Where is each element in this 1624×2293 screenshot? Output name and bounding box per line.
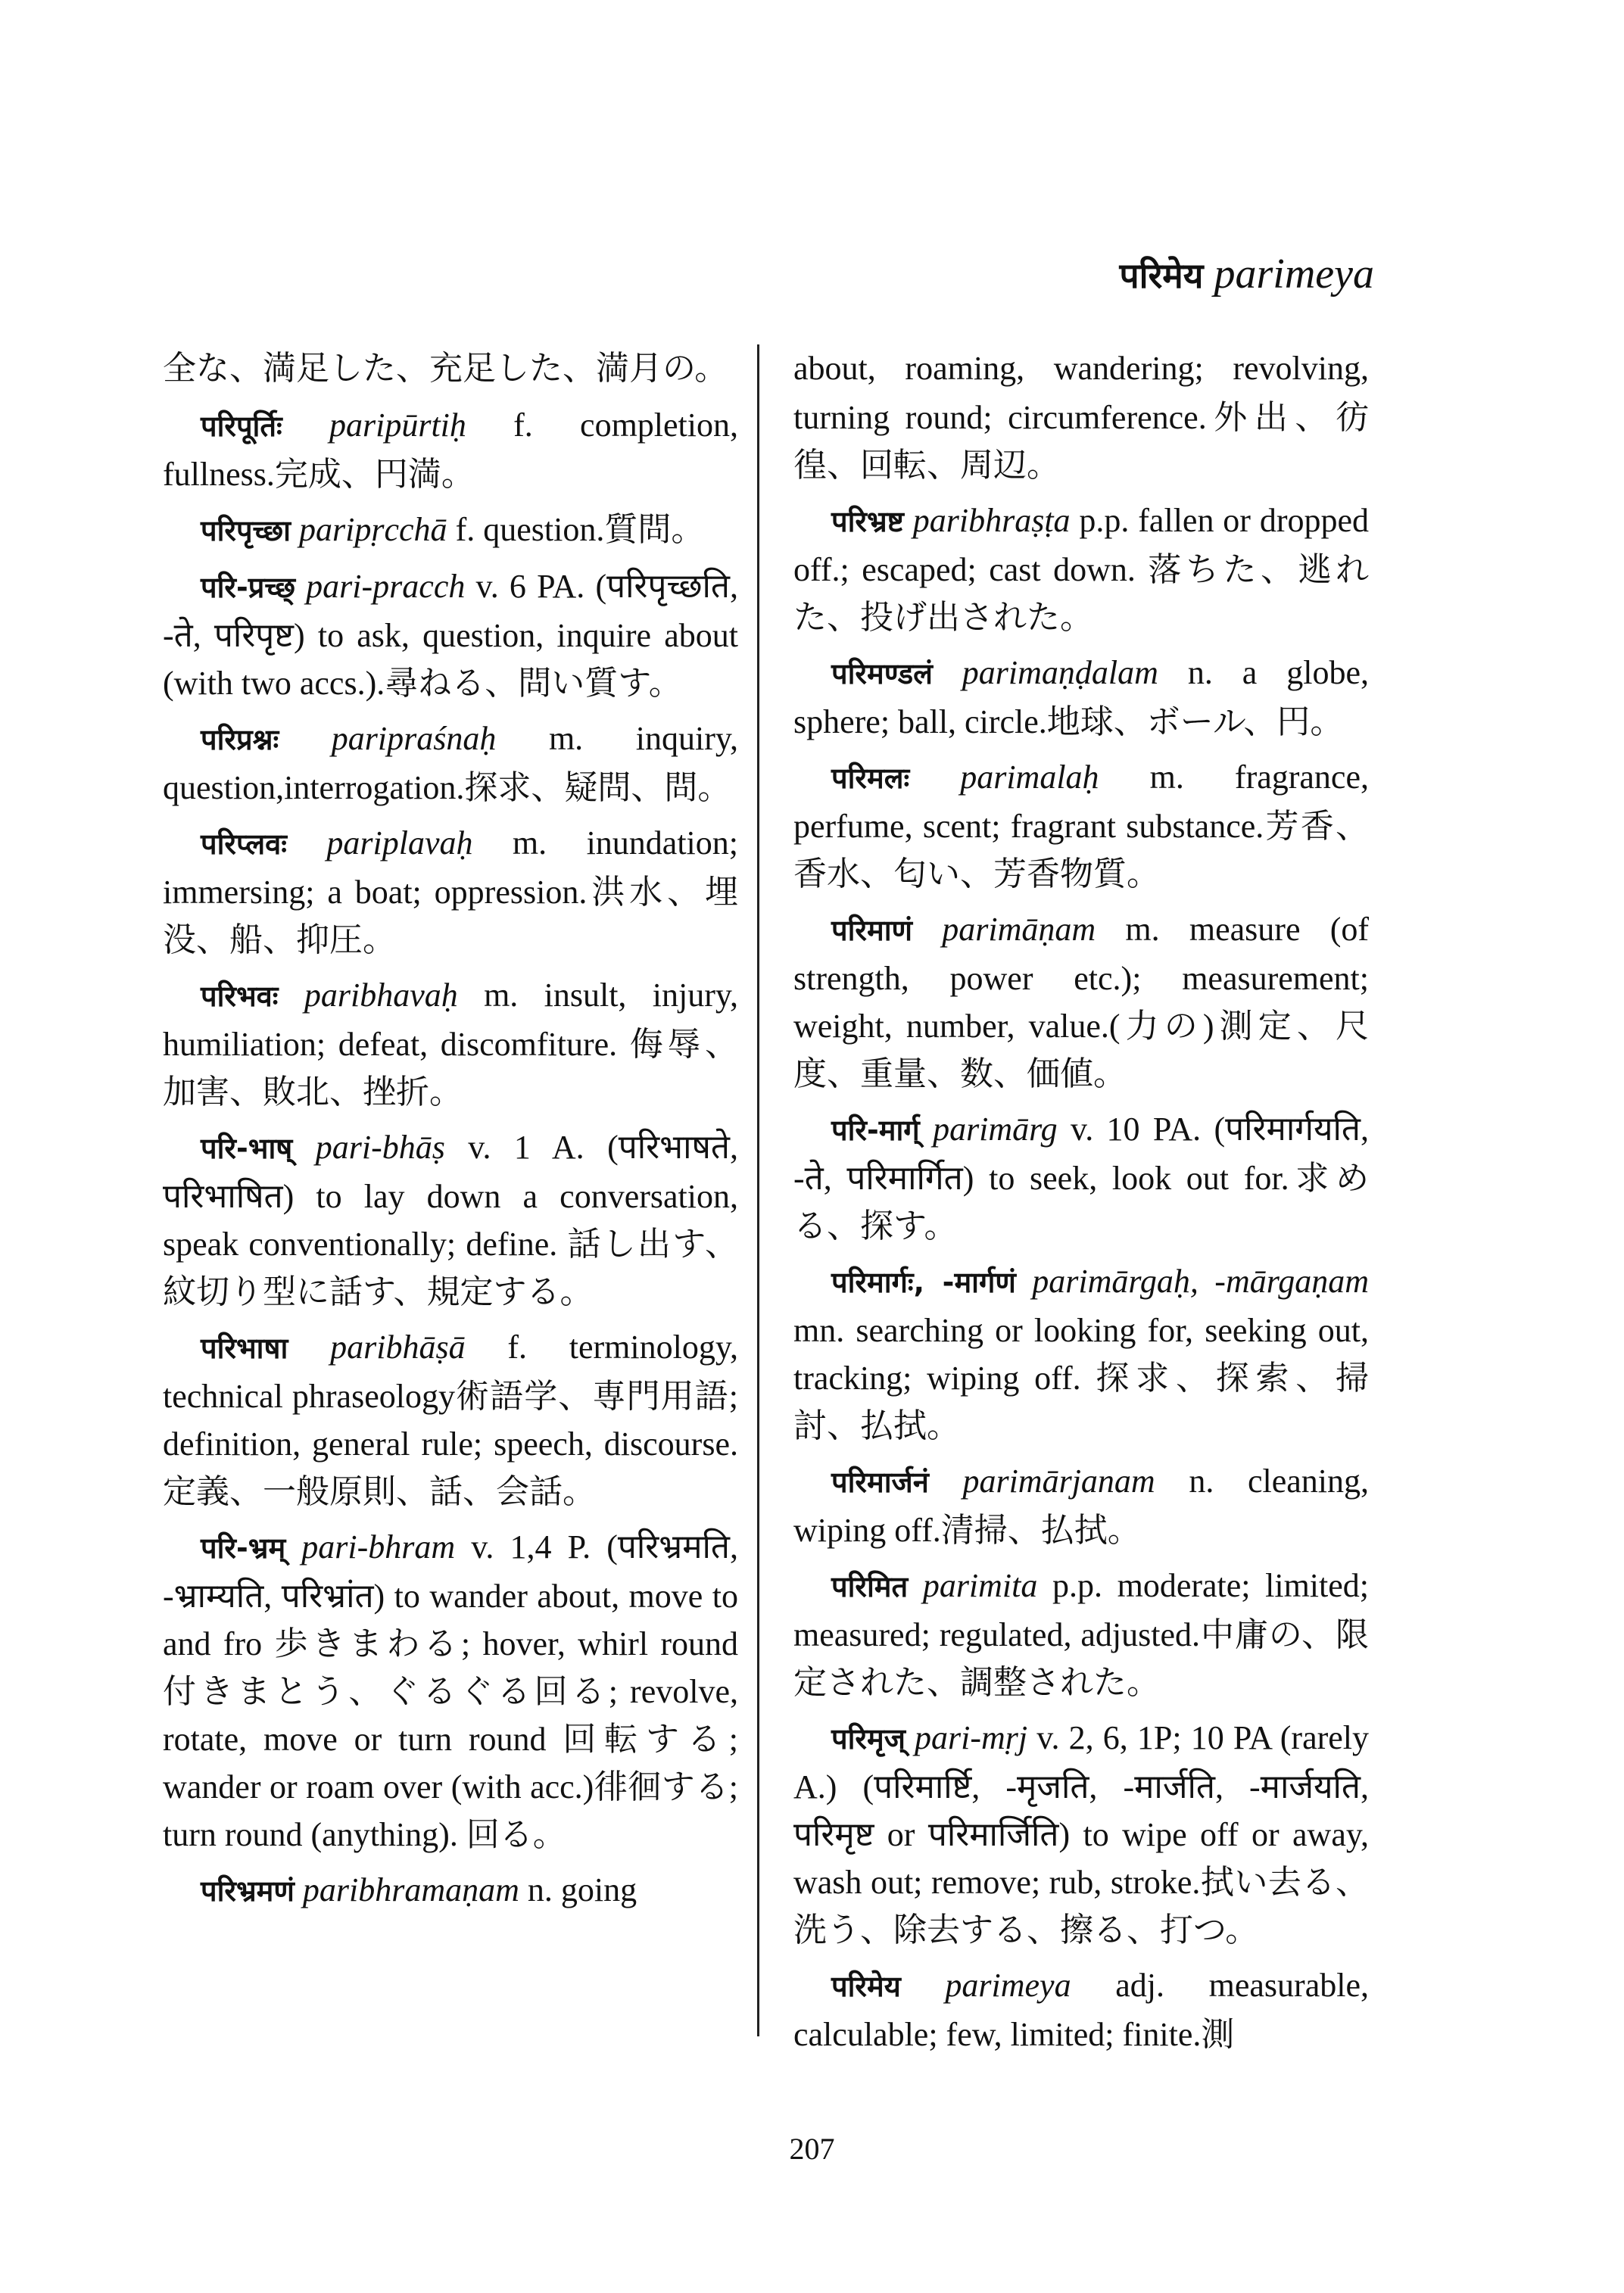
- entry-definition: v. 1 A. (परिभाषते, परिभाषित) to lay down a conversation, speak conventionally; define. 話し出す、紋切り型に話す、規定する。: [163, 1129, 739, 1310]
- dictionary-entry: [793, 344, 1369, 489]
- header-latin: parimeya: [1214, 251, 1374, 298]
- headword-devanagari: परिभ्रमणं: [201, 1874, 295, 1908]
- dictionary-entry: [163, 1523, 738, 1858]
- headword-transliteration: pariplavaḥ: [326, 824, 473, 861]
- headword-transliteration: pari-bhāṣ: [315, 1129, 445, 1166]
- headword-transliteration: paripṛcchā: [299, 511, 447, 548]
- dictionary-entry: [163, 1866, 738, 1915]
- headword-transliteration: paribhramaṇam: [302, 1871, 519, 1908]
- dictionary-entry: [793, 1257, 1369, 1450]
- entry-definition: p.p. fallen or dropped off.; escaped; cast down. 落ちた、逃れた、投げ出された。: [793, 502, 1369, 636]
- headword-devanagari: परिमाणं: [831, 914, 913, 947]
- dictionary-entry: [163, 344, 738, 394]
- dictionary-entry: [163, 401, 738, 498]
- dictionary-entry: [793, 1714, 1369, 1954]
- entry-definition: about, roaming, wandering; revolving, turning round; circumference.外出、彷徨、回転、周辺。: [793, 350, 1369, 484]
- headword-devanagari: परि-मार्ग्: [831, 1114, 920, 1147]
- entry-definition: n. a globe, sphere; ball, circle.地球、ボール、円。: [793, 654, 1369, 740]
- column-divider: [757, 344, 759, 2036]
- dictionary-entry: [793, 1961, 1369, 2058]
- headword-devanagari: परिप्लवः: [201, 827, 287, 861]
- entry-definition: v. 6 PA. (परिपृच्छति, -ते, परिपृष्ट) to ask, question, inquire about (with two accs.).尋ねる、問い質す。: [163, 568, 738, 702]
- entry-definition: m. inundation; immersing; a boat; oppression.洪水、埋没、船、抑圧。: [163, 824, 739, 958]
- entry-definition: f. completion, fullness.完成、円満。: [163, 407, 739, 493]
- dictionary-entry: [793, 753, 1369, 898]
- dictionary-entry: [163, 1123, 738, 1316]
- entry-definition: adj. measurable, calculable; few, limited; finite.測: [793, 1967, 1369, 2053]
- headword-transliteration: paripraśnaḥ: [331, 720, 497, 757]
- headword-devanagari: परिमेय: [831, 1970, 901, 2003]
- headword-transliteration: parimaṇḍalam: [962, 654, 1158, 691]
- headword-devanagari: परिमित: [831, 1570, 909, 1603]
- dictionary-entry: [163, 1323, 738, 1516]
- header-devanagari: परिमेय: [1119, 255, 1204, 296]
- entry-definition: mn. searching or looking for, seeking out, tracking; wiping off. 探求、探索、掃討、払拭。: [793, 1312, 1369, 1444]
- headword-transliteration: paribhraṣṭa: [912, 502, 1071, 539]
- entry-definition: n. cleaning, wiping off.清掃、払拭。: [793, 1463, 1369, 1549]
- page-number: 207: [789, 2132, 835, 2166]
- entry-definition: m. measure (of strength, power etc.); measurement; weight, number, value.(力の)測定、尺度、重量、数、価値。: [793, 911, 1370, 1092]
- entry-definition: f. question.質問。: [455, 511, 705, 548]
- dictionary-entry: [163, 819, 738, 964]
- entry-definition: n. going: [527, 1871, 637, 1908]
- headword-transliteration: pari-mṛj: [915, 1719, 1028, 1756]
- dictionary-entry: [163, 971, 738, 1116]
- headword-devanagari: परिप्रश्नः: [201, 723, 279, 756]
- dictionary-entry: [793, 497, 1369, 641]
- headword-transliteration: parimārgaḥ, -mārgaṇam: [1032, 1263, 1370, 1300]
- headword-devanagari: परिभवः: [201, 980, 279, 1013]
- headword-transliteration: pari-bhram: [301, 1528, 456, 1566]
- dictionary-entry: [163, 562, 738, 707]
- entry-definition: m. fragrance, perfume, scent; fragrant substance.芳香、香水、匂い、芳香物質。: [793, 759, 1369, 893]
- headword-devanagari: परिमार्जनं: [831, 1466, 929, 1499]
- dictionary-entry: [163, 715, 738, 812]
- headword-devanagari: परिमण्डलं: [831, 657, 933, 690]
- headword-transliteration: pari-pracch: [306, 568, 466, 605]
- dictionary-entry: [793, 649, 1369, 746]
- dictionary-entry: [793, 1105, 1369, 1250]
- headword-devanagari: परिमृज्: [831, 1722, 906, 1756]
- entry-definition: v. 2, 6, 1P; 10 PA (rarely A.) (परिमार्ष्टि, -मृजति, -मार्जति, -मार्जयति, परिमृष्ट or परिमार्जिति) to wipe off or away, wash out; remove; rub, stroke.拭い去る、洗う、除去する、擦る、打つ。: [793, 1719, 1369, 1949]
- headword-transliteration: parimita: [922, 1567, 1038, 1604]
- headword-devanagari: परिभ्रष्ट: [831, 505, 904, 538]
- entry-definition: 全な、満足した、充足した、満月の。: [163, 350, 728, 387]
- headword-transliteration: parimāṇam: [942, 911, 1096, 948]
- entry-definition: m. inquiry, question,interrogation.探求、疑問、問。: [163, 720, 739, 806]
- left-column: [163, 344, 738, 1923]
- headword-devanagari: परि-प्रच्छ्: [201, 571, 295, 604]
- headword-transliteration: paribhāṣā: [330, 1329, 466, 1366]
- running-header: [1119, 250, 1374, 298]
- headword-transliteration: paripūrtiḥ: [329, 407, 466, 444]
- headword-transliteration: parimeya: [945, 1967, 1071, 2004]
- headword-devanagari: परिमार्गः, -मार्गणं: [831, 1266, 1016, 1299]
- dictionary-entry: [793, 1562, 1369, 1706]
- headword-transliteration: parimārg: [933, 1111, 1058, 1148]
- headword-devanagari: परिभाषा: [201, 1332, 288, 1365]
- entry-definition: v. 1,4 P. (परिभ्रमति, -भ्राम्यति, परिभ्रांत) to wander about, move to and fro 歩きまわる; hover, whirl round 付きまとう、ぐるぐる回る; revolve, rotate, move or turn round 回転する; wander or roam over (with acc.)徘徊する; turn round (anything). 回る。: [163, 1528, 739, 1853]
- headword-transliteration: parimārjanam: [962, 1463, 1155, 1500]
- right-column: [793, 344, 1369, 2066]
- headword-devanagari: परि-भाष्: [201, 1132, 293, 1165]
- entry-definition: f. terminology, technical phraseology術語学、専門用語; definition, general rule; speech, discourse.定義、一般原則、話、会話。: [163, 1329, 738, 1510]
- headword-transliteration: paribhavaḥ: [304, 977, 458, 1014]
- headword-devanagari: परिमलः: [831, 762, 910, 795]
- headword-devanagari: परिपृच्छा: [201, 514, 291, 547]
- dictionary-entry: [793, 905, 1369, 1098]
- dictionary-entry: [163, 506, 738, 555]
- entry-definition: p.p. moderate; limited; measured; regulated, adjusted.中庸の、限定された、調整された。: [793, 1567, 1370, 1701]
- headword-transliteration: parimalaḥ: [960, 759, 1099, 796]
- headword-devanagari: परिपूर्तिः: [201, 410, 282, 443]
- dictionary-entry: [793, 1457, 1369, 1554]
- headword-devanagari: परि-भ्रम्: [201, 1531, 286, 1565]
- entry-definition: v. 10 PA. (परिमार्गयति, -ते, परिमार्गित) to seek, look out for.求める、探す。: [793, 1111, 1369, 1245]
- entry-definition: m. insult, injury, humiliation; defeat, discomfiture. 侮辱、加害、敗北、挫折。: [163, 977, 739, 1111]
